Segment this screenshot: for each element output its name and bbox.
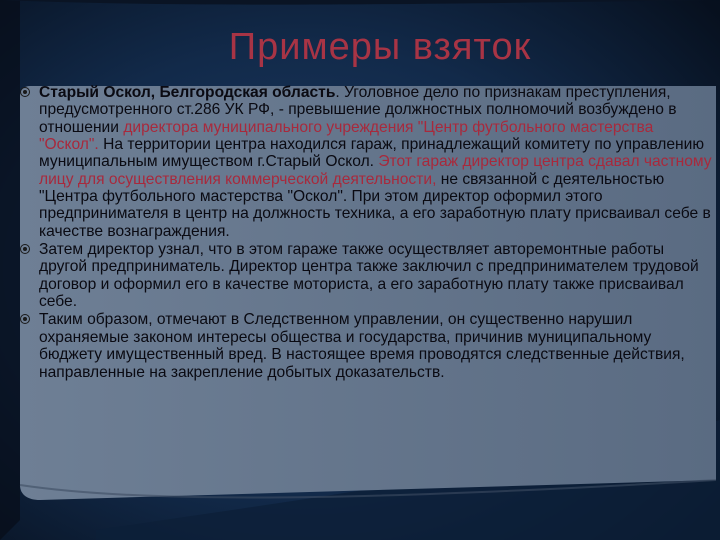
bullet-icon	[20, 314, 30, 324]
text-run: Старый Оскол, Белгородская область	[39, 84, 336, 101]
bullet-list	[20, 84, 715, 382]
text-run: не связанной с деятельностью "Центра футбольного мастерства "Оскол". При этом директор оформил этого предпринимателя в центр на должность техника, а его заработную плату присваивал себе в качестве вознаграждения.	[39, 170, 711, 240]
bullet-icon	[20, 87, 30, 97]
bullet-paragraph	[20, 84, 715, 240]
highlighted-text: директора муниципального учреждения "Центр футбольного мастерства "Оскол".	[39, 118, 654, 154]
slide-title: Примеры взяток	[228, 26, 532, 68]
bullet-paragraph	[20, 311, 715, 380]
highlighted-text: Этот гараж директор центра сдавал частному лицу для осуществления коммерческой деятельности,	[39, 153, 712, 188]
text-run: Затем директор узнал, что в этом гараже также осуществляет авторемонтные работы другой предприниматель. Директор центра также заключил с предпринимателем трудовой договор и оформил его в качестве моториста, а его заработную плату также присваивал себе.	[39, 241, 699, 311]
bullet-paragraph	[20, 241, 715, 310]
text-run: . Уголовное дело по признакам преступления, предусмотренного ст.286 УК РФ, - превышение должностных полномочий возбуждено в отношении	[39, 84, 677, 136]
text-run: На территории центра находился гараж, принадлежащий комитету по управлению муниципальным имуществом г.Старый Оскол.	[39, 136, 705, 171]
text-run: Таким образом, отмечают в Следственном управлении, он существенно нарушил охраняемые законом интересы общества и государства, причинив муниципальному бюджету имущественный вред. В настоящее время проводятся следственные действия, направленные на закрепление добытых доказательств.	[39, 311, 685, 381]
bullet-icon	[20, 244, 30, 254]
